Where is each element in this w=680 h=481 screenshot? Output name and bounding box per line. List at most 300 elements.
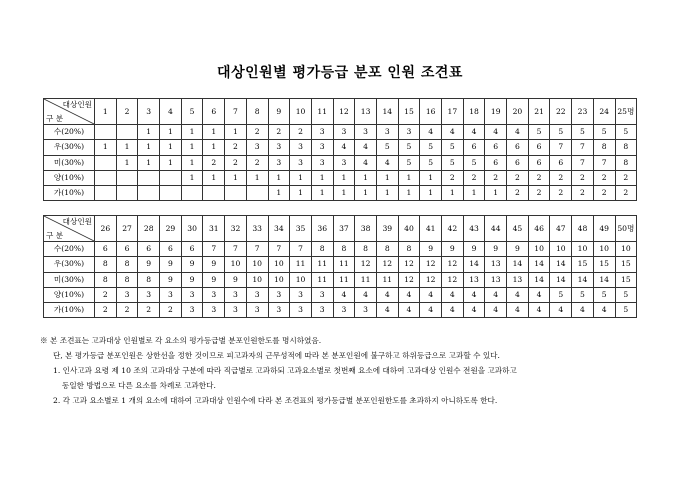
grade-table-body — [44, 216, 637, 318]
table-cell: 6 — [160, 242, 182, 257]
table-cell: 1 — [398, 170, 420, 185]
note-exception: 단, 본 평가등급 분포인원은 상한선을 정한 것이므로 피고과자의 근무성적에 따라 본 분포인원에 불구하고 하위등급으로 고과할 수 있다. — [53, 351, 500, 360]
table-cell: 7 — [550, 140, 572, 155]
table-cell: 5 — [398, 140, 420, 155]
grade-label: 우(30%) — [44, 140, 95, 155]
grade-label: 미(30%) — [44, 155, 95, 170]
table-cell: 4 — [376, 287, 398, 302]
table-cell: 13 — [485, 272, 507, 287]
column-header: 18 — [463, 99, 485, 125]
table-cell: 9 — [203, 272, 225, 287]
table-cell: 1 — [268, 170, 290, 185]
grade-label: 우(30%) — [44, 257, 95, 272]
column-header: 38 — [355, 216, 377, 242]
corner-header-cell — [44, 216, 95, 242]
table-cell: 3 — [398, 125, 420, 140]
column-header: 15 — [398, 99, 420, 125]
table-cell: 6 — [528, 140, 550, 155]
table-cell: 4 — [463, 125, 485, 140]
table-cell: 12 — [420, 257, 442, 272]
table-cell: 7 — [572, 155, 594, 170]
table-cell: 5 — [442, 155, 464, 170]
column-header: 9 — [268, 99, 290, 125]
column-header: 24 — [593, 99, 615, 125]
column-header: 41 — [420, 216, 442, 242]
table-cell: 2 — [593, 170, 615, 185]
table-cell: 2 — [463, 170, 485, 185]
table-cell: 1 — [290, 186, 312, 201]
note-item-1: 1. 인사고과 요령 제 10 조의 고과대상 구분에 따라 직급별로 고과하되 고과요소별로 첫번째 요소에 대하여 고과대상 인원수 전원을 고과하고 — [53, 366, 517, 375]
table-cell: 10 — [268, 272, 290, 287]
table-cell: 1 — [116, 155, 138, 170]
table-cell: 1 — [203, 170, 225, 185]
column-header: 2 — [116, 99, 138, 125]
table-cell — [160, 170, 182, 185]
grade-label: 가(10%) — [44, 303, 95, 318]
column-header: 42 — [442, 216, 464, 242]
table-cell: 1 — [290, 170, 312, 185]
table-cell: 1 — [116, 140, 138, 155]
table-cell: 5 — [593, 287, 615, 302]
table-cell — [246, 186, 268, 201]
table-cell: 1 — [420, 170, 442, 185]
table-cell: 2 — [550, 170, 572, 185]
table-cell: 2 — [225, 155, 247, 170]
table-cell: 5 — [550, 287, 572, 302]
table-cell: 6 — [528, 155, 550, 170]
grade-label: 가(10%) — [44, 186, 95, 201]
table-cell: 1 — [246, 170, 268, 185]
table-row — [44, 303, 637, 318]
table-cell: 4 — [485, 287, 507, 302]
table-cell: 6 — [463, 140, 485, 155]
table-cell: 6 — [507, 140, 529, 155]
table-row — [44, 272, 637, 287]
table-cell: 6 — [550, 155, 572, 170]
table-cell: 1 — [376, 186, 398, 201]
table-cell: 3 — [376, 125, 398, 140]
table-cell — [95, 155, 117, 170]
table-cell: 2 — [442, 170, 464, 185]
table-cell: 7 — [572, 140, 594, 155]
table-cell: 1 — [181, 155, 203, 170]
table-cell — [138, 170, 160, 185]
table-cell: 11 — [376, 272, 398, 287]
corner-header-cell — [44, 99, 95, 125]
table-cell: 8 — [615, 155, 637, 170]
table-row — [44, 186, 637, 201]
table-cell: 2 — [290, 125, 312, 140]
column-header: 50명 — [615, 216, 637, 242]
table-cell: 6 — [138, 242, 160, 257]
corner-label-headcount: 대상인원 — [62, 100, 92, 109]
table-cell: 1 — [138, 125, 160, 140]
table-cell: 14 — [593, 272, 615, 287]
table-cell: 3 — [116, 287, 138, 302]
table-cell: 9 — [507, 242, 529, 257]
table-cell: 3 — [333, 125, 355, 140]
table-cell: 2 — [246, 155, 268, 170]
note-item-1-continued: 동일한 방법으로 다른 요소를 차례로 고과한다. — [62, 381, 216, 390]
table-cell: 5 — [528, 125, 550, 140]
table-cell: 4 — [463, 303, 485, 318]
column-header: 40 — [398, 216, 420, 242]
table-cell: 9 — [203, 257, 225, 272]
grade-label: 수(20%) — [44, 125, 95, 140]
table-cell: 2 — [203, 155, 225, 170]
grade-table-26-50 — [43, 215, 637, 318]
grade-label: 미(30%) — [44, 272, 95, 287]
notes-section — [40, 333, 655, 408]
table-cell: 4 — [442, 125, 464, 140]
table-cell: 1 — [398, 186, 420, 201]
column-header: 43 — [463, 216, 485, 242]
table-cell: 1 — [181, 125, 203, 140]
table-row — [44, 287, 637, 302]
table-cell: 13 — [485, 257, 507, 272]
table-cell: 2 — [138, 303, 160, 318]
table-cell: 3 — [203, 303, 225, 318]
table-cell: 10 — [225, 257, 247, 272]
table-cell: 4 — [420, 303, 442, 318]
table-cell: 3 — [246, 303, 268, 318]
table-cell: 4 — [420, 125, 442, 140]
table-cell: 9 — [181, 257, 203, 272]
table-cell: 7 — [593, 155, 615, 170]
table-cell — [116, 125, 138, 140]
table-cell: 10 — [268, 257, 290, 272]
table-cell: 2 — [572, 186, 594, 201]
table-cell: 3 — [268, 155, 290, 170]
table-cell: 3 — [160, 287, 182, 302]
table-cell: 8 — [116, 272, 138, 287]
table-cell: 2 — [528, 186, 550, 201]
table-cell: 8 — [333, 242, 355, 257]
table-cell: 5 — [593, 125, 615, 140]
column-header: 29 — [160, 216, 182, 242]
table-cell: 4 — [485, 125, 507, 140]
table-cell: 2 — [116, 303, 138, 318]
column-header: 39 — [376, 216, 398, 242]
table-cell: 2 — [507, 186, 529, 201]
table-cell: 2 — [615, 170, 637, 185]
table-cell: 12 — [442, 272, 464, 287]
table-cell: 10 — [246, 272, 268, 287]
table-cell — [95, 125, 117, 140]
column-header: 17 — [442, 99, 464, 125]
column-header: 33 — [246, 216, 268, 242]
table-cell: 10 — [572, 242, 594, 257]
grade-table-body — [44, 99, 637, 201]
table-cell: 5 — [572, 125, 594, 140]
column-header: 14 — [376, 99, 398, 125]
table-cell: 1 — [225, 170, 247, 185]
table-cell: 3 — [311, 125, 333, 140]
column-header: 11 — [311, 99, 333, 125]
table-cell: 8 — [116, 257, 138, 272]
table-cell: 1 — [442, 186, 464, 201]
table-cell: 6 — [181, 242, 203, 257]
column-header: 34 — [268, 216, 290, 242]
table-cell: 3 — [333, 303, 355, 318]
table-cell: 8 — [355, 242, 377, 257]
table-cell: 15 — [593, 257, 615, 272]
table-cell: 10 — [528, 242, 550, 257]
table-cell: 14 — [463, 257, 485, 272]
table-cell: 2 — [572, 170, 594, 185]
table-cell: 8 — [376, 242, 398, 257]
table-cell: 11 — [311, 257, 333, 272]
table-cell: 5 — [420, 140, 442, 155]
table-cell: 13 — [507, 272, 529, 287]
corner-label-category: 구 분 — [46, 231, 64, 240]
table-cell: 3 — [268, 287, 290, 302]
table-cell: 3 — [181, 287, 203, 302]
table-cell: 6 — [116, 242, 138, 257]
table-cell: 2 — [95, 303, 117, 318]
table-cell: 4 — [593, 303, 615, 318]
table-cell: 3 — [203, 287, 225, 302]
table-cell — [116, 170, 138, 185]
table-cell: 1 — [160, 140, 182, 155]
table-cell: 2 — [485, 170, 507, 185]
column-header: 49 — [593, 216, 615, 242]
table-cell: 1 — [181, 170, 203, 185]
table-cell: 8 — [615, 140, 637, 155]
table-cell: 8 — [138, 272, 160, 287]
table-cell: 3 — [290, 287, 312, 302]
table-cell: 12 — [442, 257, 464, 272]
table-cell: 10 — [246, 257, 268, 272]
table-cell: 9 — [225, 272, 247, 287]
table-cell: 14 — [572, 272, 594, 287]
table-cell: 9 — [463, 242, 485, 257]
table-cell: 3 — [268, 303, 290, 318]
table-cell: 1 — [311, 186, 333, 201]
table-cell: 12 — [376, 257, 398, 272]
column-header: 1 — [95, 99, 117, 125]
table-cell: 4 — [463, 287, 485, 302]
grade-label: 양(10%) — [44, 170, 95, 185]
table-cell: 4 — [528, 287, 550, 302]
column-header: 23 — [572, 99, 594, 125]
table-cell: 4 — [442, 303, 464, 318]
column-header: 25명 — [615, 99, 637, 125]
table-cell: 6 — [485, 140, 507, 155]
table-cell: 2 — [268, 125, 290, 140]
column-header: 28 — [138, 216, 160, 242]
table-cell: 3 — [311, 155, 333, 170]
column-header: 22 — [550, 99, 572, 125]
table-cell: 1 — [355, 170, 377, 185]
table-cell: 15 — [615, 257, 637, 272]
table-cell: 2 — [225, 140, 247, 155]
column-header: 32 — [225, 216, 247, 242]
table-cell: 5 — [550, 125, 572, 140]
table-cell: 9 — [485, 242, 507, 257]
column-header: 21 — [528, 99, 550, 125]
table-cell: 1 — [160, 155, 182, 170]
table-cell: 14 — [528, 257, 550, 272]
table-cell: 3 — [225, 303, 247, 318]
header-row — [44, 99, 637, 125]
column-header: 19 — [485, 99, 507, 125]
column-header: 27 — [116, 216, 138, 242]
table-cell: 5 — [442, 140, 464, 155]
table-cell: 1 — [160, 125, 182, 140]
table-cell: 9 — [420, 242, 442, 257]
column-header: 12 — [333, 99, 355, 125]
column-header: 48 — [572, 216, 594, 242]
table-cell: 4 — [528, 303, 550, 318]
table-row — [44, 140, 637, 155]
grade-label: 수(20%) — [44, 242, 95, 257]
column-header: 4 — [160, 99, 182, 125]
column-header: 16 — [420, 99, 442, 125]
note-main: ※ 본 조견표는 고과대상 인원별로 각 요소의 평가등급별 분포인원한도를 명시하였음. — [40, 336, 322, 345]
table-cell: 2 — [528, 170, 550, 185]
note-item-2: 2. 각 고과 요소별로 1 개의 요소에 대하여 고과대상 인원수에 다라 본 조견표의 평가등급별 분포인원한도를 초과하지 아니하도록 한다. — [53, 396, 498, 405]
table-cell: 7 — [268, 242, 290, 257]
table-cell: 4 — [398, 287, 420, 302]
column-header: 45 — [507, 216, 529, 242]
table-cell: 10 — [290, 272, 312, 287]
table-cell: 3 — [290, 155, 312, 170]
column-header: 5 — [181, 99, 203, 125]
table-cell: 10 — [593, 242, 615, 257]
table-cell: 3 — [311, 287, 333, 302]
table-cell: 1 — [225, 125, 247, 140]
corner-label-headcount: 대상인원 — [62, 217, 92, 226]
table-cell: 6 — [507, 155, 529, 170]
table-cell: 9 — [181, 272, 203, 287]
table-cell: 3 — [268, 140, 290, 155]
table-cell: 11 — [333, 272, 355, 287]
table-cell: 1 — [420, 186, 442, 201]
table-cell: 10 — [550, 242, 572, 257]
table-cell: 2 — [160, 303, 182, 318]
table-cell: 2 — [615, 186, 637, 201]
table-cell: 11 — [355, 272, 377, 287]
table-cell: 15 — [615, 272, 637, 287]
corner-label-category: 구 분 — [46, 114, 64, 123]
column-header: 20 — [507, 99, 529, 125]
table-cell: 12 — [398, 272, 420, 287]
table-cell: 3 — [333, 155, 355, 170]
table-cell: 1 — [268, 186, 290, 201]
table-cell: 2 — [507, 170, 529, 185]
table-cell: 2 — [593, 186, 615, 201]
table-cell: 7 — [225, 242, 247, 257]
table-cell: 5 — [463, 155, 485, 170]
table-cell: 9 — [138, 257, 160, 272]
table-cell: 5 — [572, 287, 594, 302]
table-cell: 13 — [463, 272, 485, 287]
table-cell: 1 — [203, 125, 225, 140]
table-cell: 1 — [311, 170, 333, 185]
table-cell: 14 — [507, 257, 529, 272]
table-row — [44, 257, 637, 272]
table-cell: 1 — [138, 155, 160, 170]
table-cell: 5 — [615, 287, 637, 302]
table-cell: 8 — [398, 242, 420, 257]
table-cell: 1 — [355, 186, 377, 201]
table-cell: 1 — [485, 186, 507, 201]
column-header: 3 — [138, 99, 160, 125]
table-cell: 5 — [398, 155, 420, 170]
table-cell: 4 — [376, 155, 398, 170]
table-cell: 12 — [420, 272, 442, 287]
table-cell: 6 — [485, 155, 507, 170]
table-cell — [138, 186, 160, 201]
table-cell — [181, 186, 203, 201]
table-cell: 11 — [311, 272, 333, 287]
table-cell: 4 — [376, 303, 398, 318]
column-header: 46 — [528, 216, 550, 242]
table-cell: 2 — [550, 186, 572, 201]
table-cell: 4 — [507, 303, 529, 318]
table-cell: 4 — [507, 287, 529, 302]
table-cell: 8 — [95, 272, 117, 287]
table-row — [44, 242, 637, 257]
column-header: 30 — [181, 216, 203, 242]
header-row — [44, 216, 637, 242]
table-cell: 3 — [311, 140, 333, 155]
table-cell: 7 — [203, 242, 225, 257]
table-cell: 9 — [160, 272, 182, 287]
table-cell: 3 — [311, 303, 333, 318]
table-cell: 8 — [311, 242, 333, 257]
column-header: 10 — [290, 99, 312, 125]
table-cell: 7 — [246, 242, 268, 257]
table-cell: 1 — [95, 140, 117, 155]
table-cell: 4 — [355, 140, 377, 155]
table-cell: 4 — [333, 140, 355, 155]
table-cell: 4 — [550, 303, 572, 318]
table-cell: 1 — [203, 140, 225, 155]
table-cell: 3 — [246, 140, 268, 155]
page-title: 대상인원별 평가등급 분포 인원 조견표 — [217, 65, 463, 81]
table-cell: 3 — [225, 287, 247, 302]
table-cell: 3 — [181, 303, 203, 318]
table-cell: 4 — [485, 303, 507, 318]
table-cell — [160, 186, 182, 201]
table-cell: 14 — [550, 257, 572, 272]
table-cell: 5 — [420, 155, 442, 170]
table-cell: 12 — [355, 257, 377, 272]
table-cell: 10 — [615, 242, 637, 257]
table-cell: 2 — [246, 125, 268, 140]
column-header: 6 — [203, 99, 225, 125]
column-header: 7 — [225, 99, 247, 125]
column-header: 31 — [203, 216, 225, 242]
table-cell — [95, 170, 117, 185]
column-header: 35 — [290, 216, 312, 242]
table-cell: 3 — [246, 287, 268, 302]
table-cell: 1 — [376, 170, 398, 185]
table-cell: 8 — [593, 140, 615, 155]
column-header: 26 — [95, 216, 117, 242]
table-cell: 11 — [333, 257, 355, 272]
table-cell: 4 — [442, 287, 464, 302]
table-cell: 4 — [420, 287, 442, 302]
column-header: 44 — [485, 216, 507, 242]
column-header: 37 — [333, 216, 355, 242]
table-cell: 4 — [355, 287, 377, 302]
table-cell: 8 — [95, 257, 117, 272]
table-cell: 5 — [376, 140, 398, 155]
table-cell: 4 — [333, 287, 355, 302]
